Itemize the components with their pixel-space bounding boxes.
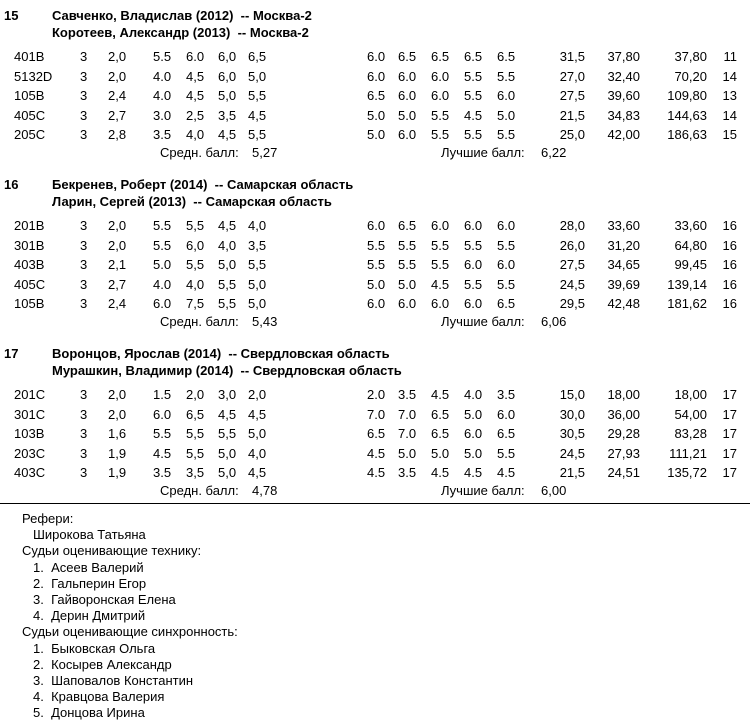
region-separator: -- [221, 346, 241, 361]
dive-height: 3 [80, 426, 88, 441]
execution-score: 3,5 [248, 238, 267, 253]
sync-judge: 5. Донцова Ирина [33, 705, 145, 720]
execution-score: 5,5 [186, 218, 205, 233]
synchro-score: 4.5 [431, 465, 450, 480]
rank: 11 [723, 49, 737, 64]
execution-score: 5,0 [218, 446, 237, 461]
execution-score: 5,5 [248, 127, 267, 142]
athlete-region: Свердловская область [252, 363, 402, 378]
dive-points: 42,48 [607, 296, 640, 311]
referee-name: Широкова Татьяна [33, 527, 146, 542]
dive-points: 24,51 [607, 465, 640, 480]
place-number: 16 [4, 177, 19, 192]
raw-score: 24,5 [559, 277, 585, 292]
raw-score: 30,5 [559, 426, 585, 441]
rank: 16 [722, 277, 737, 292]
execution-score: 4,5 [218, 127, 237, 142]
synchro-score: 6.0 [497, 218, 516, 233]
athlete-region: Москва-2 [252, 8, 312, 23]
execution-score: 5,5 [186, 426, 205, 441]
dive-code: 405C [14, 277, 46, 292]
raw-score: 27,5 [559, 88, 585, 103]
execution-score: 5,5 [186, 257, 205, 272]
average-value: 5,27 [252, 145, 278, 160]
sync-judge: 2. Косырев Александр [33, 657, 172, 672]
athlete-name: Савченко, Владислав (2012) [52, 8, 234, 23]
raw-score: 26,0 [559, 238, 585, 253]
synchro-score: 6.0 [398, 88, 417, 103]
execution-score: 4.0 [153, 277, 172, 292]
execution-score: 5,5 [218, 277, 237, 292]
execution-score: 6,0 [218, 69, 237, 84]
dive-height: 3 [80, 296, 88, 311]
tech-judge: 2. Гальперин Егор [33, 576, 147, 591]
place-number: 15 [4, 8, 19, 23]
synchro-score: 5.0 [398, 446, 417, 461]
cumulative-total: 139,14 [667, 277, 707, 292]
execution-score: 5,5 [248, 88, 267, 103]
region-separator: -- [230, 25, 250, 40]
synchro-score: 5.5 [497, 238, 516, 253]
synchro-score: 6.0 [398, 69, 417, 84]
execution-score: 2,5 [186, 108, 205, 123]
execution-score: 5,0 [218, 465, 237, 480]
execution-score: 4,5 [186, 88, 205, 103]
difficulty: 2,8 [108, 127, 127, 142]
execution-score: 4.0 [153, 88, 172, 103]
raw-score: 28,0 [559, 218, 585, 233]
dive-points: 36,00 [607, 407, 640, 422]
synchro-score: 3.5 [398, 465, 417, 480]
execution-score: 5.5 [153, 426, 172, 441]
raw-score: 30,0 [559, 407, 585, 422]
execution-score: 2,0 [186, 387, 205, 402]
sync-judge: 1. Быковская Ольга [33, 641, 156, 656]
synchro-score: 6.0 [431, 69, 450, 84]
dive-height: 3 [80, 238, 88, 253]
sync-judges-label: Судьи оценивающие синхронность: [22, 624, 238, 639]
synchro-score: 5.0 [367, 127, 386, 142]
synchro-score: 4.5 [464, 465, 483, 480]
synchro-score: 6.0 [497, 407, 516, 422]
athlete-region: Самарская область [205, 194, 332, 209]
synchro-score: 5.5 [464, 277, 483, 292]
synchro-score: 5.0 [497, 108, 516, 123]
athlete-region: Москва-2 [249, 25, 309, 40]
average-value: 5,43 [252, 314, 278, 329]
best-label: Лучшие балл: [441, 145, 525, 160]
execution-score: 3,5 [218, 108, 237, 123]
rank: 14 [722, 69, 737, 84]
cumulative-total: 109,80 [667, 88, 707, 103]
dive-height: 3 [80, 446, 88, 461]
synchro-score: 2.0 [367, 387, 386, 402]
synchro-score: 6.0 [398, 296, 417, 311]
synchro-score: 6.0 [367, 218, 386, 233]
section-divider [0, 503, 750, 504]
synchro-score: 6.0 [464, 257, 483, 272]
execution-score: 6,0 [186, 238, 205, 253]
dive-points: 32,40 [607, 69, 640, 84]
synchro-score: 4.5 [367, 465, 386, 480]
dive-points: 34,65 [607, 257, 640, 272]
execution-score: 4,5 [248, 108, 267, 123]
synchro-score: 5.5 [431, 127, 450, 142]
difficulty: 2,1 [108, 257, 127, 272]
region-separator: -- [233, 8, 253, 23]
synchro-score: 5.0 [398, 108, 417, 123]
team-athlete [52, 363, 402, 378]
dive-code: 403B [14, 257, 45, 272]
difficulty: 1,9 [108, 465, 127, 480]
synchro-score: 5.5 [497, 127, 516, 142]
team-athlete [52, 346, 390, 361]
dive-code: 201B [14, 218, 45, 233]
synchro-score: 3.5 [497, 387, 516, 402]
dive-code: 105B [14, 88, 45, 103]
athlete-name: Мурашкин, Владимир (2014) [52, 363, 234, 378]
difficulty: 2,0 [108, 69, 127, 84]
raw-score: 25,0 [559, 127, 585, 142]
dive-points: 29,28 [607, 426, 640, 441]
synchro-score: 6.0 [464, 296, 483, 311]
execution-score: 3.5 [153, 127, 172, 142]
execution-score: 4.0 [153, 69, 172, 84]
synchro-score: 4.5 [367, 446, 386, 461]
difficulty: 2,0 [108, 387, 127, 402]
dive-height: 3 [80, 127, 88, 142]
synchro-score: 6.5 [464, 49, 483, 64]
raw-score: 21,5 [559, 465, 585, 480]
synchro-score: 5.5 [464, 238, 483, 253]
tech-judge: 4. Дерин Дмитрий [33, 608, 146, 623]
raw-score: 27,0 [559, 69, 585, 84]
team-athlete [52, 8, 312, 23]
synchro-score: 6.5 [431, 426, 450, 441]
synchro-score: 4.5 [464, 108, 483, 123]
dive-points: 39,69 [607, 277, 640, 292]
raw-score: 15,0 [559, 387, 585, 402]
execution-score: 6.0 [186, 49, 205, 64]
cumulative-total: 37,80 [674, 49, 707, 64]
execution-score: 5,0 [218, 88, 237, 103]
execution-score: 4,5 [248, 465, 267, 480]
synchro-score: 6.5 [497, 296, 516, 311]
rank: 17 [722, 465, 737, 480]
synchro-score: 6.0 [497, 88, 516, 103]
dive-points: 34,83 [607, 108, 640, 123]
synchro-score: 5.0 [431, 446, 450, 461]
region-separator: -- [233, 363, 253, 378]
dive-points: 18,00 [607, 387, 640, 402]
rank: 16 [722, 218, 737, 233]
athlete-region: Самарская область [226, 177, 354, 192]
athlete-name: Ларин, Сергей (2013) [52, 194, 187, 209]
synchro-score: 6.0 [431, 218, 450, 233]
best-value: 6,06 [541, 314, 567, 329]
team-athlete [52, 194, 332, 209]
synchro-score: 7.0 [398, 407, 417, 422]
average-label: Средн. балл: [160, 145, 239, 160]
average-value: 4,78 [252, 483, 278, 498]
raw-score: 29,5 [559, 296, 585, 311]
synchro-score: 5.5 [431, 257, 450, 272]
region-separator: -- [207, 177, 227, 192]
synchro-score: 5.5 [497, 69, 516, 84]
dive-height: 3 [80, 49, 88, 64]
rank: 17 [722, 426, 737, 441]
synchro-score: 6.0 [398, 127, 417, 142]
dive-points: 37,80 [607, 49, 640, 64]
rank: 17 [722, 407, 737, 422]
dive-height: 3 [80, 387, 88, 402]
dive-code: 401B [14, 49, 45, 64]
cumulative-total: 18,00 [674, 387, 707, 402]
rank: 16 [722, 296, 737, 311]
synchro-score: 5.0 [367, 277, 386, 292]
synchro-score: 4.5 [431, 277, 450, 292]
dive-code: 301B [14, 238, 45, 253]
synchro-score: 6.5 [367, 88, 386, 103]
best-value: 6,22 [541, 145, 567, 160]
execution-score: 6.0 [153, 407, 172, 422]
raw-score: 31,5 [559, 49, 585, 64]
execution-score: 6,5 [248, 49, 267, 64]
execution-score: 3,0 [218, 387, 237, 402]
dive-height: 3 [80, 69, 88, 84]
best-value: 6,00 [541, 483, 567, 498]
synchro-score: 5.5 [367, 238, 386, 253]
execution-score: 5,5 [248, 257, 267, 272]
synchro-score: 5.5 [497, 446, 516, 461]
synchro-score: 6.0 [431, 88, 450, 103]
synchro-score: 6.0 [464, 426, 483, 441]
synchro-score: 5.5 [464, 127, 483, 142]
average-label: Средн. балл: [160, 483, 239, 498]
team-athlete [52, 25, 309, 40]
synchro-score: 4.5 [497, 465, 516, 480]
synchro-score: 6.5 [497, 49, 516, 64]
dive-height: 3 [80, 407, 88, 422]
referee-label: Рефери: [22, 511, 74, 526]
cumulative-total: 54,00 [674, 407, 707, 422]
execution-score: 5.5 [153, 238, 172, 253]
rank: 14 [722, 108, 737, 123]
synchro-score: 6.5 [398, 218, 417, 233]
difficulty: 2,0 [108, 407, 127, 422]
execution-score: 4,5 [218, 218, 237, 233]
place-number: 17 [4, 346, 19, 361]
execution-score: 4,0 [218, 238, 237, 253]
execution-score: 4,5 [218, 407, 237, 422]
athlete-name: Воронцов, Ярослав (2014) [52, 346, 222, 361]
synchro-score: 5.0 [367, 108, 386, 123]
dive-code: 105B [14, 296, 45, 311]
synchro-score: 6.0 [464, 218, 483, 233]
synchro-score: 6.0 [367, 69, 386, 84]
execution-score: 4,0 [248, 446, 267, 461]
dive-code: 103B [14, 426, 45, 441]
rank: 17 [722, 387, 737, 402]
synchro-score: 5.0 [398, 277, 417, 292]
dive-height: 3 [80, 88, 88, 103]
synchro-score: 4.0 [464, 387, 483, 402]
rank: 17 [722, 446, 737, 461]
execution-score: 7,5 [186, 296, 205, 311]
difficulty: 2,0 [108, 218, 127, 233]
dive-height: 3 [80, 465, 88, 480]
difficulty: 2,7 [108, 277, 127, 292]
dive-height: 3 [80, 257, 88, 272]
dive-points: 27,93 [607, 446, 640, 461]
rank: 16 [722, 238, 737, 253]
execution-score: 5,5 [186, 446, 205, 461]
region-separator: -- [186, 194, 206, 209]
cumulative-total: 70,20 [674, 69, 707, 84]
raw-score: 21,5 [559, 108, 585, 123]
athlete-region: Свердловская область [240, 346, 390, 361]
synchro-score: 6.5 [367, 426, 386, 441]
execution-score: 5,0 [218, 257, 237, 272]
synchro-score: 5.5 [464, 88, 483, 103]
raw-score: 27,5 [559, 257, 585, 272]
synchro-score: 6.0 [367, 296, 386, 311]
athlete-name: Коротеев, Александр (2013) [52, 25, 231, 40]
dive-code: 205C [14, 127, 46, 142]
execution-score: 6,0 [218, 49, 237, 64]
execution-score: 1.5 [153, 387, 172, 402]
synchro-score: 6.5 [431, 49, 450, 64]
execution-score: 2,0 [248, 387, 267, 402]
synchro-score: 6.5 [497, 426, 516, 441]
cumulative-total: 33,60 [674, 218, 707, 233]
athlete-name: Бекренев, Роберт (2014) [52, 177, 208, 192]
dive-points: 31,20 [607, 238, 640, 253]
difficulty: 1,6 [108, 426, 127, 441]
team-athlete [52, 177, 353, 192]
synchro-score: 6.0 [431, 296, 450, 311]
execution-score: 5.5 [153, 218, 172, 233]
synchro-score: 5.5 [398, 257, 417, 272]
best-label: Лучшие балл: [441, 314, 525, 329]
difficulty: 2,7 [108, 108, 127, 123]
cumulative-total: 83,28 [674, 426, 707, 441]
synchro-score: 5.5 [367, 257, 386, 272]
execution-score: 5,0 [248, 277, 267, 292]
dive-height: 3 [80, 277, 88, 292]
synchro-score: 7.0 [398, 426, 417, 441]
execution-score: 5.5 [153, 49, 172, 64]
rank: 15 [722, 127, 737, 142]
dive-points: 33,60 [607, 218, 640, 233]
execution-score: 5.0 [153, 257, 172, 272]
difficulty: 2,0 [108, 238, 127, 253]
execution-score: 4,0 [248, 218, 267, 233]
execution-score: 5,0 [248, 296, 267, 311]
execution-score: 4.5 [153, 446, 172, 461]
execution-score: 6,5 [186, 407, 205, 422]
dive-code: 301C [14, 407, 46, 422]
sync-judge: 4. Кравцова Валерия [33, 689, 165, 704]
raw-score: 24,5 [559, 446, 585, 461]
dive-height: 3 [80, 108, 88, 123]
difficulty: 2,4 [108, 88, 127, 103]
synchro-score: 5.0 [464, 407, 483, 422]
execution-score: 5,0 [248, 69, 267, 84]
execution-score: 3.5 [153, 465, 172, 480]
difficulty: 1,9 [108, 446, 127, 461]
rank: 13 [722, 88, 737, 103]
cumulative-total: 144,63 [667, 108, 707, 123]
cumulative-total: 99,45 [674, 257, 707, 272]
tech-judge: 1. Асеев Валерий [33, 560, 144, 575]
synchro-score: 6.5 [398, 49, 417, 64]
tech-judges-label: Судьи оценивающие технику: [22, 543, 202, 558]
execution-score: 5,5 [218, 296, 237, 311]
dive-code: 403C [14, 465, 46, 480]
cumulative-total: 181,62 [667, 296, 707, 311]
execution-score: 5,5 [218, 426, 237, 441]
best-label: Лучшие балл: [441, 483, 525, 498]
execution-score: 6.0 [153, 296, 172, 311]
cumulative-total: 135,72 [667, 465, 707, 480]
sync-judge: 3. Шаповалов Константин [33, 673, 194, 688]
execution-score: 3,5 [186, 465, 205, 480]
tech-judge: 3. Гайворонская Елена [33, 592, 176, 607]
cumulative-total: 186,63 [667, 127, 707, 142]
synchro-score: 6.5 [431, 407, 450, 422]
synchro-score: 5.5 [431, 238, 450, 253]
synchro-score: 5.5 [398, 238, 417, 253]
dive-code: 201C [14, 387, 46, 402]
execution-score: 4,5 [186, 69, 205, 84]
execution-score: 4,0 [186, 277, 205, 292]
synchro-score: 6.0 [367, 49, 386, 64]
difficulty: 2,4 [108, 296, 127, 311]
dive-code: 405C [14, 108, 46, 123]
synchro-score: 5.5 [464, 69, 483, 84]
dive-code: 5132D [14, 69, 53, 84]
synchro-score: 6.0 [497, 257, 516, 272]
difficulty: 2,0 [108, 49, 127, 64]
cumulative-total: 111,21 [669, 446, 707, 461]
dive-code: 203C [14, 446, 46, 461]
cumulative-total: 64,80 [674, 238, 707, 253]
synchro-score: 3.5 [398, 387, 417, 402]
synchro-score: 5.5 [497, 277, 516, 292]
average-label: Средн. балл: [160, 314, 239, 329]
execution-score: 5,0 [248, 426, 267, 441]
execution-score: 3.0 [153, 108, 172, 123]
synchro-score: 5.0 [464, 446, 483, 461]
synchro-score: 7.0 [367, 407, 386, 422]
synchro-score: 4.5 [431, 387, 450, 402]
dive-points: 42,00 [607, 127, 640, 142]
execution-score: 4,0 [186, 127, 205, 142]
dive-points: 39,60 [607, 88, 640, 103]
dive-height: 3 [80, 218, 88, 233]
synchro-score: 5.5 [431, 108, 450, 123]
execution-score: 4,5 [248, 407, 267, 422]
rank: 16 [722, 257, 737, 272]
